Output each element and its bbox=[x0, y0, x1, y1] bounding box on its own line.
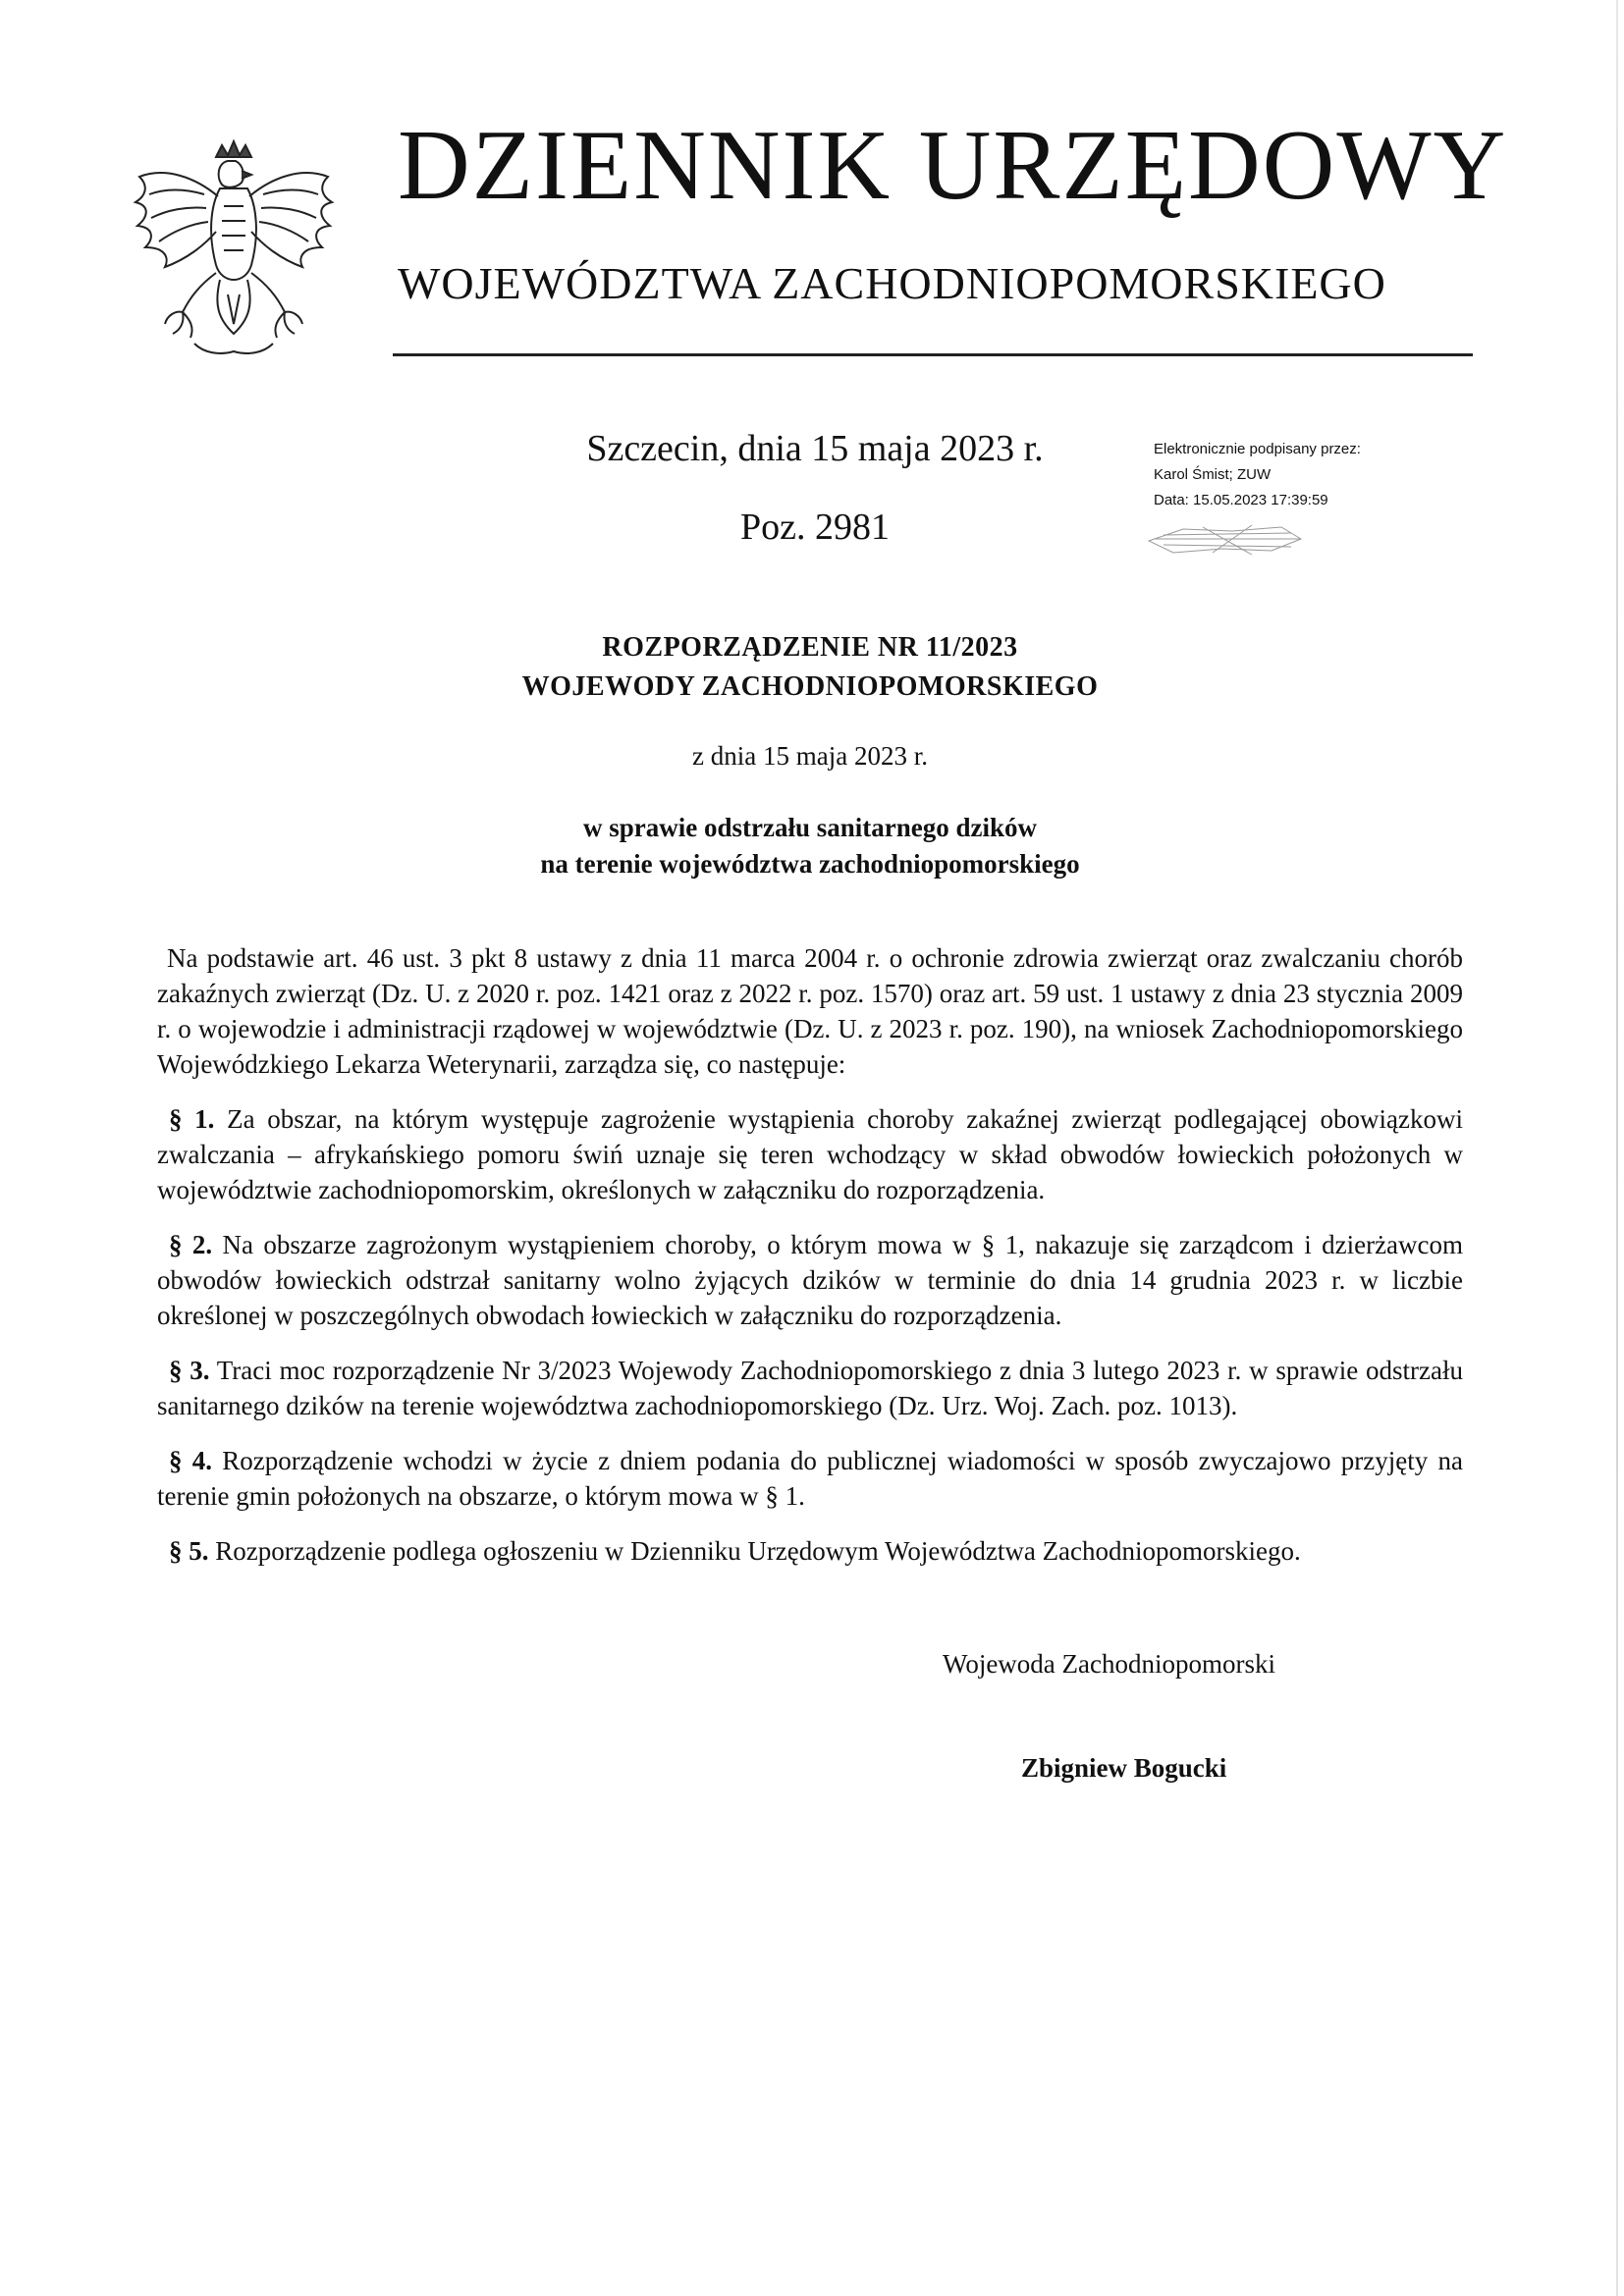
act-title-line-1: ROZPORZĄDZENIE NR 11/2023 bbox=[602, 632, 1018, 663]
signature-line-signer: Karol Śmist; ZUW bbox=[1154, 466, 1272, 483]
masthead-rule bbox=[393, 353, 1473, 356]
paragraph-number: § 4. bbox=[169, 1446, 213, 1475]
paragraph-3 bbox=[157, 1353, 1463, 1423]
place-date: Szczecin, dnia 15 maja 2023 r. bbox=[586, 428, 1044, 469]
paragraph-1 bbox=[157, 1101, 1463, 1207]
masthead-subtitle: WOJEWÓDZTWA ZACHODNIOPOMORSKIEGO bbox=[398, 258, 1386, 308]
signature-line-date: Data: 15.05.2023 17:39:59 bbox=[1154, 492, 1328, 508]
act-subject bbox=[295, 810, 1326, 882]
paragraph-number: § 2. bbox=[169, 1230, 213, 1259]
act-subject-line-1: w sprawie odstrzału sanitarnego dzików bbox=[582, 813, 1037, 842]
act-date: z dnia 15 maja 2023 r. bbox=[692, 741, 928, 771]
act-title-line-2: WOJEWODY ZACHODNIOPOMORSKIEGO bbox=[521, 671, 1099, 702]
signature-mark-icon bbox=[1144, 519, 1311, 559]
signer-name: Zbigniew Bogucki bbox=[1021, 1753, 1227, 1783]
paragraph-5 bbox=[157, 1533, 1463, 1569]
scan-edge-line bbox=[1616, 0, 1618, 2296]
white-eagle-emblem-icon bbox=[126, 137, 342, 373]
paragraph-number: § 3. bbox=[169, 1356, 210, 1385]
paragraph-4 bbox=[157, 1443, 1463, 1514]
paragraph-text: Za obszar, na którym występuje zagrożenie wystąpienia choroby zakaźnej zwierząt podlegającej obowiązkowi zwalczania – afrykańskiego pomoru świń uznaje się teren wchodzący w skład obwodów łowieckich położonych w województwie zachodniopomorskim, określonych w załączniku do rozporządzenia. bbox=[157, 1104, 1464, 1204]
paragraph-2 bbox=[157, 1227, 1463, 1333]
paragraph-number: § 1. bbox=[169, 1104, 215, 1134]
signature-line-signed-by: Elektronicznie podpisany przez: bbox=[1154, 441, 1361, 457]
act-subject-line-2: na terenie województwa zachodniopomorskiego bbox=[540, 849, 1080, 879]
paragraph-text: Rozporządzenie podlega ogłoszeniu w Dzienniku Urzędowym Województwa Zachodniopomorskiego. bbox=[215, 1536, 1301, 1566]
paragraph-number: § 5. bbox=[169, 1536, 209, 1566]
position-number: Poz. 2981 bbox=[740, 507, 890, 548]
paragraph-text: Rozporządzenie wchodzi w życie z dniem podania do publicznej wiadomości w sposób zwyczajowo przyjęty na terenie gmin położonych na obszarze, o którym mowa w § 1. bbox=[157, 1446, 1464, 1511]
masthead-title: DZIENNIK URZĘDOWY bbox=[398, 110, 1508, 221]
act-title bbox=[295, 628, 1326, 707]
paragraph-text: Na obszarze zagrożonym wystąpieniem choroby, o którym mowa w § 1, nakazuje się zarządcom i dzierżawcom obwodów łowieckich odstrzał sanitarny wolno żyjących dzików w terminie do dnia 14 grudnia 2023 r. w liczbie określonej w poszczególnych obwodach łowieckich w załączniku do rozporządzenia. bbox=[157, 1230, 1464, 1330]
paragraph-text: Traci moc rozporządzenie Nr 3/2023 Wojewody Zachodniopomorskiego z dnia 3 lutego 2023 r. w sprawie odstrzału sanitarnego dzików na terenie województwa zachodniopomorskiego (Dz. Urz. Woj. Zach. poz. 1013). bbox=[157, 1356, 1463, 1420]
act-body bbox=[157, 940, 1463, 1588]
preamble: Na podstawie art. 46 ust. 3 pkt 8 ustawy z dnia 11 marca 2004 r. o ochronie zdrowia zwierząt oraz zwalczaniu chorób zakaźnych zwierząt (Dz. U. z 2020 r. poz. 1421 oraz z 2022 r. poz. 1570) oraz art. 59 ust. 1 ustawy z dnia 23 stycznia 2009 r. o wojewodzie i administracji rządowej w województwie (Dz. U. z 2023 r. poz. 190), na wniosek Zachodniopomorskiego Wojewódzkiego Lekarza Weterynarii, zarządza się, co następuje: bbox=[157, 943, 1463, 1079]
signer-office: Wojewoda Zachodniopomorski bbox=[943, 1649, 1276, 1679]
electronic-signature-stamp bbox=[1154, 437, 1448, 559]
